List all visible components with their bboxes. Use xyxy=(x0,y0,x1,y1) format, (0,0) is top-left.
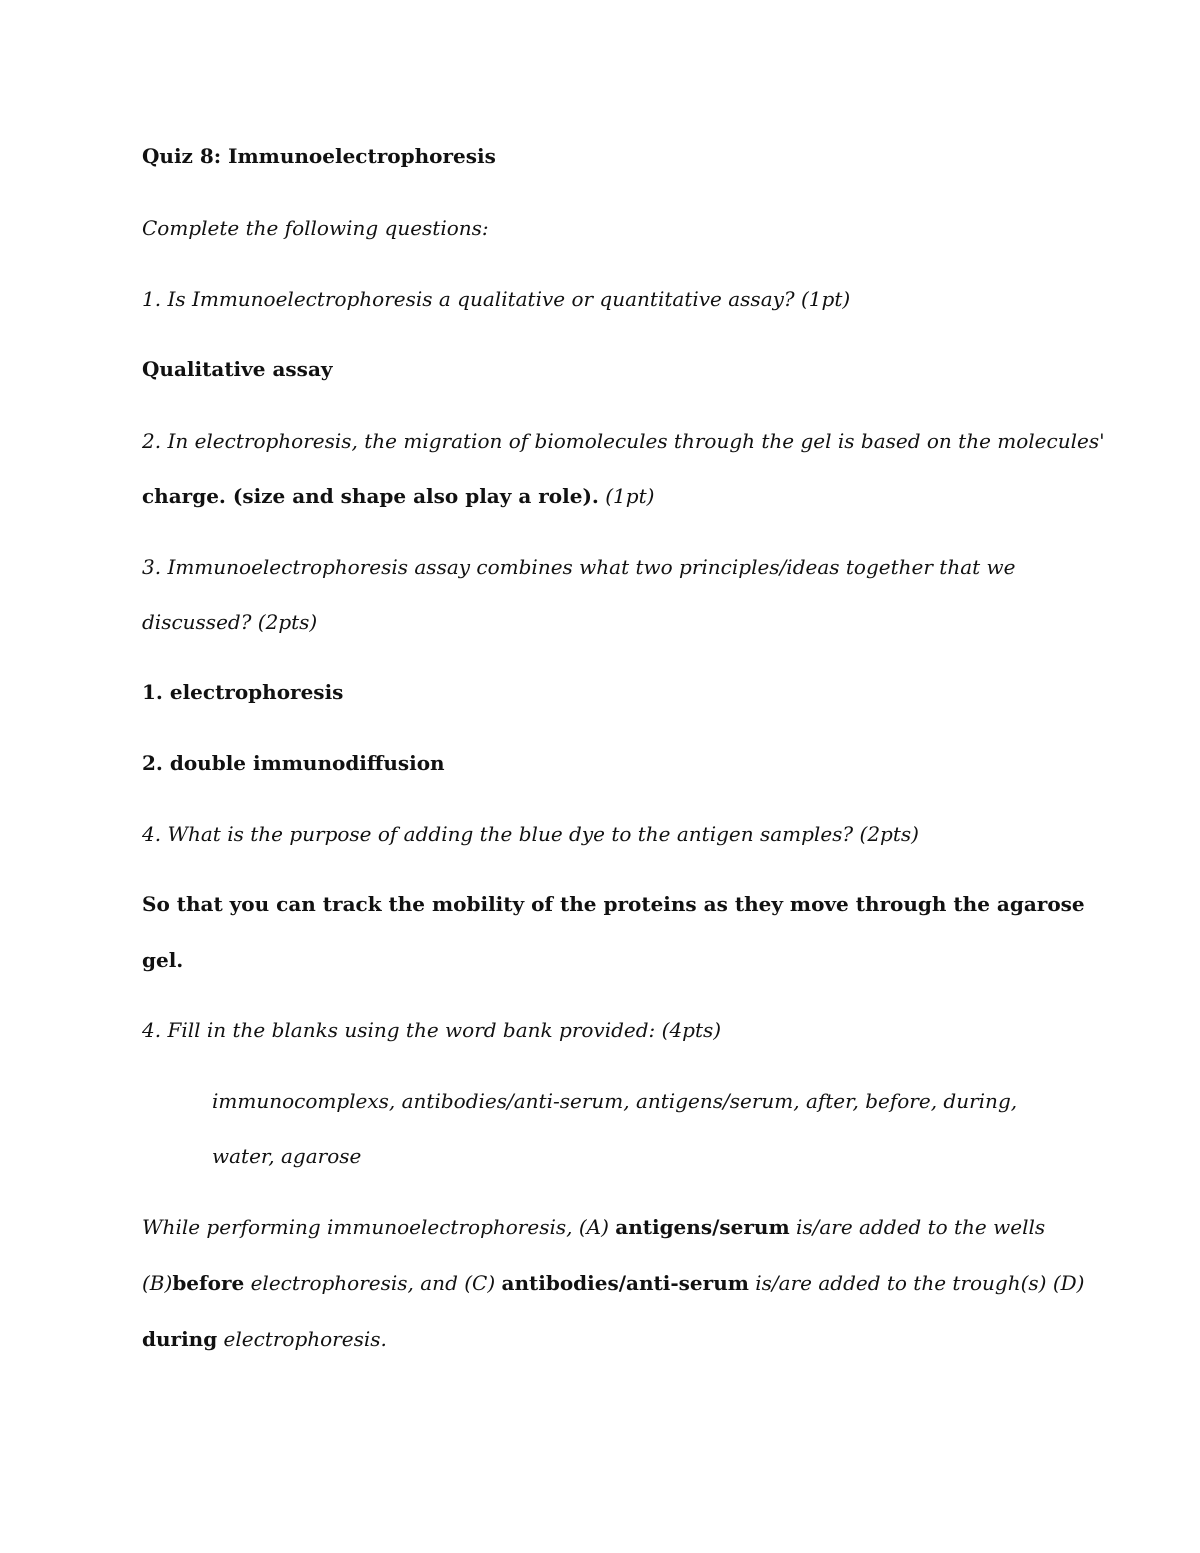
blank-d-answer: during xyxy=(142,1327,218,1351)
fill-text: is/are added to the wells xyxy=(789,1215,1046,1239)
question-2: 2. In electrophoresis, the migration of biomolecules through the gel is based on the molecules' xyxy=(142,429,1105,453)
quiz-title: Quiz 8: Immunoelectrophoresis xyxy=(142,144,496,168)
blank-b-answer: before xyxy=(172,1271,245,1295)
word-bank-line-2: water, agarose xyxy=(212,1144,362,1168)
answer-2: charge. (size and shape also play a role). xyxy=(142,484,599,508)
question-3-line-1: 3. Immunoelectrophoresis assay combines what two principles/ideas together that we xyxy=(142,555,1016,579)
word-bank-line-1: immunocomplexs, antibodies/anti-serum, antigens/serum, after, before, during, xyxy=(212,1089,1018,1113)
fill-text: electrophoresis. xyxy=(217,1327,387,1351)
answer-3-item-1: 1. electrophoresis xyxy=(142,680,344,704)
question-1: 1. Is Immunoelectrophoresis a qualitative or quantitative assay? (1pt) xyxy=(142,287,851,311)
question-4: 4. What is the purpose of adding the blue dye to the antigen samples? (2pts) xyxy=(142,822,919,846)
blank-a-answer: antigens/serum xyxy=(615,1215,790,1239)
answer-1: Qualitative assay xyxy=(142,357,333,381)
fill-text: electrophoresis, and (C) xyxy=(244,1271,502,1295)
fill-text: While performing immunoelectrophoresis, (A) xyxy=(142,1215,616,1239)
instructions: Complete the following questions: xyxy=(142,216,489,240)
answer-3-item-2: 2. double immunodiffusion xyxy=(142,751,445,775)
answer-2-line xyxy=(142,483,654,509)
answer-4-line-1: So that you can track the mobility of the proteins as they move through the agarose xyxy=(142,892,1085,916)
fill-text: (B) xyxy=(142,1271,173,1295)
blank-c-answer: antibodies/anti-serum xyxy=(501,1271,749,1295)
fill-in-line-2 xyxy=(142,1270,1084,1296)
fill-in-line-1 xyxy=(142,1214,1045,1240)
fill-in-line-3 xyxy=(142,1326,387,1352)
question-5: 4. Fill in the blanks using the word bank provided: (4pts) xyxy=(142,1018,722,1042)
answer-4-line-2: gel. xyxy=(142,948,184,972)
fill-text: is/are added to the trough(s) (D) xyxy=(748,1271,1085,1295)
question-3-line-2: discussed? (2pts) xyxy=(142,610,318,634)
question-2-points: (1pt) xyxy=(598,484,655,508)
